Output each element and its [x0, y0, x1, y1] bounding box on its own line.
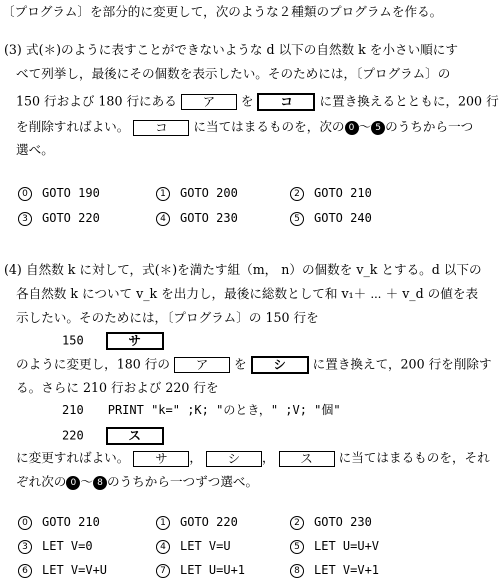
option-mark: 0 — [18, 187, 32, 201]
code-line-150: 150 — [62, 333, 84, 348]
q3-option-1[interactable] — [156, 186, 238, 201]
q3-line3c: に置き換えるとともに，200 行 — [319, 93, 499, 109]
option-text: LET V=V+U — [42, 563, 108, 577]
q4-option-0[interactable] — [18, 515, 100, 530]
option-mark: 3 — [18, 540, 32, 554]
code-210-text: PRINT "k=" ;K; "のとき，" ;V; "個" — [107, 403, 341, 417]
q3-option-2[interactable] — [290, 186, 372, 201]
option-text: LET U=U+V — [314, 539, 380, 553]
q4-line10a: ぞれ次の — [16, 474, 67, 489]
q4-line9b: に当てはまるものを，それ — [338, 450, 490, 465]
q4-line5b: を — [234, 356, 247, 372]
code-line-210: 210 — [62, 403, 84, 417]
option-mark: 4 — [156, 212, 170, 226]
answer-box-a-ref: ア — [174, 357, 230, 373]
q3-number: (3) — [4, 42, 22, 57]
q3-option-3[interactable] — [18, 211, 100, 226]
q3-line1: 式(＊)のように表すことができないような d 以下の自然数 k を小さい順にす — [26, 42, 458, 57]
answer-box-ko-ref: コ — [133, 120, 189, 136]
option-mark: 4 — [156, 540, 170, 554]
option-mark: 2 — [290, 187, 304, 201]
q3-line4 — [16, 119, 473, 136]
q4-code-210 — [62, 402, 341, 418]
option-mark: 0 — [18, 516, 32, 530]
option-text: GOTO 230 — [180, 211, 238, 225]
q4-line10 — [16, 474, 258, 490]
option-mark: 5 — [290, 212, 304, 226]
q4-line9a: に変更すればよい。 — [16, 450, 130, 465]
code-line-220: 220 — [62, 428, 84, 443]
q3-line5: 選べ。 — [16, 142, 54, 157]
q3-option-4[interactable] — [156, 211, 238, 226]
range-tilde: 〜 — [80, 474, 93, 489]
comma: ， — [189, 450, 202, 465]
q3-line4c: のうちから一つ — [385, 119, 474, 134]
answer-box-su-ref: ス — [279, 451, 335, 467]
q4-option-6[interactable] — [18, 563, 107, 578]
option-text: LET V=U — [180, 539, 231, 553]
option-mark: 6 — [18, 564, 32, 578]
option-text: GOTO 200 — [180, 186, 238, 200]
q4-code-220 — [62, 427, 164, 445]
q4-option-1[interactable] — [156, 515, 238, 530]
option-text: GOTO 210 — [42, 515, 100, 529]
option-mark: 1 — [156, 187, 170, 201]
q3-line2: べて列挙し，最後にその個数を表示したい。そのためには，〔プログラム〕の — [16, 66, 451, 81]
q4-line6: る。さらに 210 行および 220 行を — [16, 380, 219, 395]
answer-box-su: ス — [106, 427, 164, 445]
answer-box-sa-ref: サ — [133, 451, 189, 467]
q4-line9 — [16, 450, 490, 467]
q4-number: (4) — [4, 262, 22, 277]
option-mark: 1 — [156, 516, 170, 530]
option-text: LET U=U+1 — [180, 563, 246, 577]
q3-line4b: に当てはまるものを，次の — [193, 119, 345, 134]
q4-option-2[interactable] — [290, 515, 372, 530]
q4-option-5[interactable] — [290, 539, 379, 554]
q3-option-5[interactable] — [290, 211, 372, 226]
q4-option-3[interactable] — [18, 539, 93, 554]
answer-box-ko: コ — [257, 93, 315, 111]
option-mark: 7 — [156, 564, 170, 578]
choice-mark-0: 0 — [345, 121, 359, 135]
q4-line2: 各自然数 k について v_k を出力し，最後に総数として和 v₁＋ ⋯ ＋ v_d の値を表 — [16, 286, 479, 301]
option-text: GOTO 240 — [314, 211, 372, 225]
q4-line1: 自然数 k に対して，式(＊)を満たす組（m， n）の個数を v_k とする。d 以下の — [26, 262, 482, 277]
answer-box-shi: シ — [251, 356, 309, 374]
q4-option-4[interactable] — [156, 539, 231, 554]
option-text: GOTO 220 — [180, 515, 238, 529]
option-text: LET V=V+1 — [314, 563, 380, 577]
q4-option-8[interactable] — [290, 563, 379, 578]
choice-mark-8: 8 — [93, 476, 107, 490]
q4-line5c: に置き換えて，200 行を削除す — [312, 356, 492, 372]
option-mark: 2 — [290, 516, 304, 530]
answer-box-shi-ref: シ — [206, 451, 262, 467]
q4-line5 — [16, 356, 492, 374]
answer-box-sa: サ — [106, 332, 164, 350]
q4-line3: 示したい。そのためには，〔プログラム〕の 150 行を — [16, 310, 319, 325]
comma: ， — [261, 450, 275, 465]
q4-line5a: のように変更し，180 行の — [16, 356, 170, 372]
q4-option-7[interactable] — [156, 563, 245, 578]
option-text: GOTO 210 — [314, 186, 372, 200]
range-tilde: 〜 — [358, 119, 372, 134]
option-mark: 3 — [18, 212, 32, 226]
q3-line4a: を削除すればよい。 — [16, 119, 130, 134]
option-text: GOTO 190 — [42, 186, 100, 200]
option-mark: 5 — [290, 540, 304, 554]
intro-text: 〔プログラム〕を部分的に変更して，次のような２種類のプログラムを作る。 — [2, 4, 443, 19]
option-mark: 8 — [290, 564, 304, 578]
option-text: LET V=0 — [42, 539, 93, 553]
answer-box-a: ア — [181, 94, 237, 110]
choice-mark-5: 5 — [371, 121, 385, 135]
option-text: GOTO 230 — [314, 515, 372, 529]
q3-line3b: を — [240, 93, 254, 109]
q3-option-0[interactable] — [18, 186, 100, 201]
q4-line4 — [62, 332, 164, 350]
option-text: GOTO 220 — [42, 211, 100, 225]
q3-line3 — [16, 93, 499, 111]
choice-mark-0: 0 — [66, 476, 80, 490]
q3-line3a: 150 行および 180 行にある — [16, 93, 177, 109]
q4-line10b: のうちから一つずつ選べ。 — [106, 474, 259, 489]
